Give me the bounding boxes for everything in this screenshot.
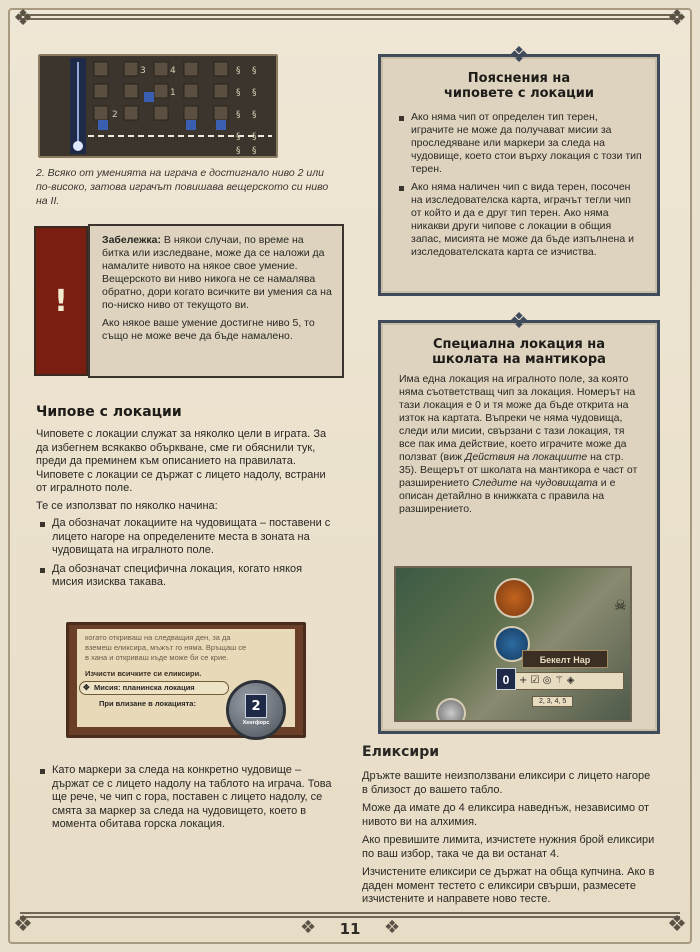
track-digit: 2: [112, 110, 118, 120]
card-on-enter: При влизане в локацията:: [99, 699, 196, 708]
manticore-text-a: Има една локация на игралното поле, за която няма съответстващ чип за локация. Номерът на тази локация е 0 и тя може да бъде открита на изток на картата. Въпреки че няма чудовища, следи или мисии, свързани с тази локация, тя все пак има действие, което играчите може да ползват (виж: [399, 373, 636, 463]
manticore-title-line: Специална локация на: [432, 337, 606, 352]
level-marker-icon: [73, 141, 83, 151]
skill-track-graphic: [40, 56, 276, 156]
section-title-elixirs: Еликсири: [362, 744, 440, 760]
mission-icon: ✥: [83, 683, 90, 692]
wolf-school-icon: [494, 578, 534, 618]
note-paragraph-1: [102, 234, 332, 312]
location-chip-token: [226, 680, 286, 740]
manticore-text-c: и е описан детайлно в книжката с правила на разширението.: [399, 477, 616, 515]
svg-text:§: §: [252, 88, 257, 98]
knot-icon: ❖: [509, 43, 529, 68]
map-action-icons: + ☑ ◎ ⚚ ◈: [500, 672, 624, 690]
explanations-title-line: Пояснения на: [467, 71, 571, 86]
svg-text:§: §: [236, 146, 241, 156]
explanations-title: [395, 71, 643, 101]
track-digit: 1: [170, 88, 176, 98]
card-line: в хана и откриваш къде може би се крие.: [85, 653, 229, 662]
elixirs-paragraph: Дръжте вашите неизползвани еликсири с лицето нагоре в близост до вашето табло.: [362, 770, 651, 796]
map-token-icon: [436, 698, 466, 722]
bullet-item: Да обозначат специфична локация, когато някоя мисия изисква такава.: [36, 563, 336, 590]
frame-top-border: [20, 14, 680, 20]
manticore-text-link: Действия на локациите: [464, 451, 588, 463]
bullet-item: Ако няма наличен чип с вида терен, посочен на изследователска карта, играчът тегли чип от който и да е друг тип терен. Ако няма никакви други чипове с локации в общия запас, мисията не може да бъде изпълнена и изследователската карта се изчиства.: [395, 181, 643, 259]
svg-text:§: §: [252, 66, 257, 76]
svg-text:§: §: [252, 110, 257, 120]
skull-icon: ☠: [614, 598, 627, 614]
chip-name: Хенгфорс: [242, 720, 270, 726]
elixirs-body: [362, 770, 658, 912]
corner-knot-icon: ❖: [667, 912, 687, 937]
elixirs-paragraph: Ако превишите лимита, изчистете нужния брой еликсири по ваш избор, така че да ви останат 4.: [362, 834, 655, 860]
track-caption: 2. Всяко от уменията на играча е достигнало ниво 2 или по-високо, затова играчът повишава вещерското си ниво на II.: [36, 167, 329, 207]
card-line: когато откриваш на следващия ден, за да: [85, 633, 231, 642]
manticore-text-b: на стр. 35). Вещерът от школата на мантикора е част от разширението: [399, 451, 638, 489]
manticore-title-line: школата на мантикора: [432, 352, 606, 367]
page-number: 11: [339, 920, 361, 938]
corner-knot-icon: ❖: [667, 6, 687, 31]
track-digit: 3: [140, 66, 146, 76]
note-text-1: В някои случаи, по време на битка или изследване, може да се наложи да намалите нивото на някое свое умение. Вещерското ви ниво никога не се намалява обратно, дори когато всичките ви умения са на по-ниско ниво от текущото ви.: [102, 234, 332, 311]
card-line: вземеш еликсира, мъжът го няма. Връщаш се: [85, 643, 247, 652]
corner-knot-icon: ❖: [13, 6, 33, 31]
note-text-2: Ако някое ваше умение достигне ниво 5, то също не може вече да бъде намалено.: [102, 317, 315, 342]
page-ornament-icon: ❖: [384, 917, 401, 938]
svg-text:§: §: [236, 66, 241, 76]
track-digit: 4: [170, 66, 176, 76]
location-chips-bullet-3: [36, 764, 336, 837]
explanations-title-line: чиповете с локации: [443, 86, 594, 101]
exclamation-icon: !: [54, 283, 68, 319]
mission-pill: [79, 681, 229, 695]
map-location-number: 0: [496, 668, 516, 690]
explanations-bullets: [395, 111, 643, 259]
manticore-text-expansion: Следите на чудовищата: [471, 477, 598, 489]
location-chips-bullets: [36, 517, 336, 590]
note-label: Забележка:: [102, 234, 162, 246]
map-range: 2, 3, 4, 5: [532, 696, 573, 707]
frame-bottom-border: [20, 912, 680, 918]
card-clear-line: Изчисти всичките си еликсири.: [85, 669, 202, 678]
bullet-item: Да обозначат локациите на чудовищата – поставени с лицето нагоре на определените места в зоната на чудовищата на игралното поле.: [36, 517, 336, 558]
corner-knot-icon: ❖: [13, 912, 33, 937]
chip-number: 2: [245, 694, 267, 718]
svg-text:§: §: [252, 132, 257, 142]
manticore-title: [395, 337, 643, 367]
bullet-item: Като маркери за следа на конкретно чудовище – държат се с лицето надолу на таблото на играча. Това ще рече, че чип с гора, поставен с лицето надолу, се смята за маркер за следа на чудовището, което в момента обитава горска локация.: [36, 764, 336, 832]
svg-text:§: §: [236, 88, 241, 98]
mission-label: Мисия: планинска локация: [94, 683, 195, 692]
warning-flag: [34, 226, 88, 376]
location-chips-intro: Чиповете с локации служат за няколко цели в играта. За да избегнем всякакво объркване, сме ги обяснили тук, преди да преминем към описанието на правилата. Чиповете с локации се държат с лицето надолу, встрани от игралното поле.: [36, 428, 327, 494]
svg-text:§: §: [236, 132, 241, 142]
knot-icon: ❖: [509, 309, 529, 334]
location-chips-lead: Те се използват по няколко начина:: [36, 499, 218, 512]
map-image: [394, 566, 632, 722]
map-location-label: Бекелт Нар: [522, 650, 608, 668]
note-box: [88, 224, 344, 378]
skill-track-image: [38, 54, 278, 158]
svg-text:§: §: [252, 146, 257, 156]
section-title-location-chips: Чипове с локации: [36, 404, 182, 420]
elixirs-paragraph: Може да имате до 4 еликсира наведнъж, независимо от нивото ви на алхимия.: [362, 802, 650, 828]
elixirs-paragraph: Изчистените еликсири се държат на обща купчина. Ако в даден момент тестето с еликсири свърши, размесете изчистените и направете ново тесте.: [362, 866, 655, 905]
manticore-text: [395, 373, 643, 516]
explanations-box: [378, 43, 660, 296]
location-chips-body: [36, 428, 336, 595]
page-ornament-icon: ❖: [300, 917, 317, 938]
location-chips-bullets-2: [36, 764, 336, 832]
bullet-item: Ако няма чип от определен тип терен, играчите не може да получават мисии за проследяване или маркери за следа на чудовище, което стои върху локация с този тип терен.: [395, 111, 643, 176]
svg-text:§: §: [236, 110, 241, 120]
